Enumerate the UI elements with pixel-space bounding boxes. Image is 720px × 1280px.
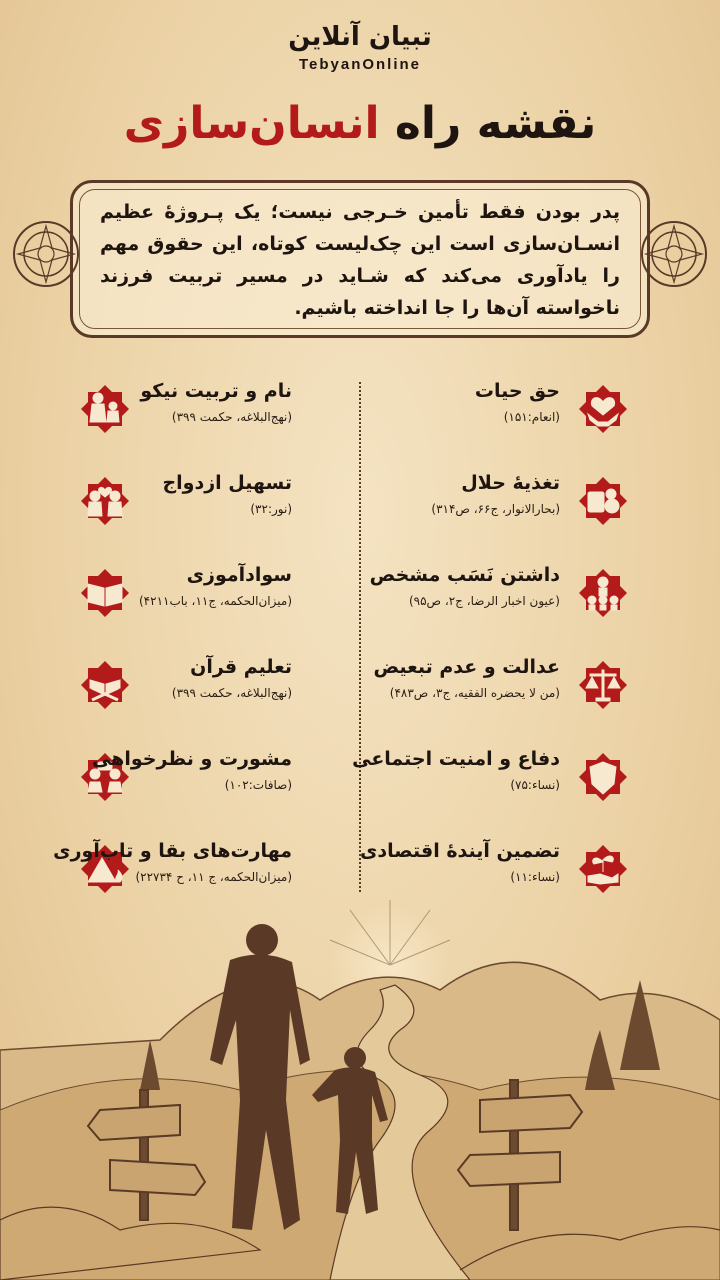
left-item-title: تعلیم قرآن	[190, 656, 292, 678]
page-title	[0, 98, 720, 149]
right-item-title: دفاع و امنیت اجتماعی	[352, 748, 560, 770]
scales-icon	[578, 660, 628, 710]
right-item-source: (من لا یحضره الفقیه، ج۳، ص۴۸۳)	[389, 686, 560, 700]
father-son-path-illustration	[0, 890, 720, 1280]
intro-text: پدر بودن فقط تأمین خـرجی نیست؛ یک پـروژۀ عظیم انسـان‌سازی است این چک‌لیست کوتاه، این حقوق مهم را یادآوری می‌کند که شـاید در مسیر تربیت فرزند ناخواسته آن‌ها را جا انداخته باشیم.	[100, 201, 620, 319]
left-item-source: (میزان‌الحکمه، ج۱۱، باب۴۲۱۱)	[138, 594, 292, 608]
left-item-1	[0, 380, 340, 460]
left-item-source: (صافات:۱۰۲)	[224, 778, 292, 792]
brand-logo-persian: تبیان آنلاین	[288, 22, 432, 52]
left-item-source: (نهج‌البلاغه، حکمت ۳۹۹)	[171, 686, 292, 700]
right-item-2	[364, 472, 704, 552]
right-item-source: (انعام:۱۵۱)	[503, 410, 560, 424]
left-item-3	[0, 564, 340, 644]
right-item-title: تضمین آیندۀ اقتصادی	[359, 840, 560, 862]
column-divider	[359, 382, 361, 892]
family-tree-icon	[578, 568, 628, 618]
right-item-4	[364, 656, 704, 736]
rosette-ornament-right-icon	[638, 218, 710, 290]
left-item-4	[0, 656, 340, 736]
left-item-title: مشورت و نظرخواهی	[91, 748, 292, 770]
right-item-title: حق حیات	[474, 380, 560, 402]
heart-hands-icon	[578, 384, 628, 434]
left-item-source: (نهج‌البلاغه، حکمت ۳۹۹)	[171, 410, 292, 424]
left-item-source: (میزان‌الحکمه، ج ۱۱، ح ۲۲۷۳۴)	[135, 870, 292, 884]
left-item-5	[0, 748, 340, 828]
money-coins-icon	[578, 476, 628, 526]
left-item-title: نام و تربیت نیکو	[140, 380, 292, 402]
left-item-title: سوادآموزی	[186, 564, 292, 586]
title-part-2: انسان‌سازی	[123, 98, 380, 149]
left-item-2	[0, 472, 340, 552]
right-item-title: تغذیۀ حلال	[461, 472, 560, 494]
plant-hand-icon	[578, 844, 628, 894]
right-item-5	[352, 748, 704, 828]
rosette-ornament-left-icon	[10, 218, 82, 290]
quran-stand-icon	[80, 660, 130, 710]
right-item-3	[364, 564, 704, 644]
brand-logo-english: TebyanOnline	[298, 56, 422, 73]
left-item-source: (نور:۳۲)	[250, 502, 292, 516]
right-item-title: داشتن نَسَب مشخص	[369, 564, 560, 586]
open-book-icon	[80, 568, 130, 618]
couple-heart-icon	[80, 476, 130, 526]
right-item-source: (عیون اخبار الرضا، ج۲، ص۹۵)	[408, 594, 560, 608]
right-item-title: عدالت و عدم تبعیض	[373, 656, 560, 678]
right-item-source: (نساء:۱۱)	[510, 870, 560, 884]
right-item-source: (بحارالانوار، ج۶۶، ص۳۱۴)	[431, 502, 560, 516]
parent-child-icon	[80, 384, 130, 434]
shield-family-icon	[578, 752, 628, 802]
right-item-source: (نساء:۷۵)	[510, 778, 560, 792]
right-item-1	[364, 380, 704, 460]
left-item-title: تسهیل ازدواج	[162, 472, 292, 494]
left-item-title: مهارت‌های بقا و تاب‌آوری	[53, 840, 292, 862]
title-part-1: نقشه راه	[379, 98, 597, 149]
